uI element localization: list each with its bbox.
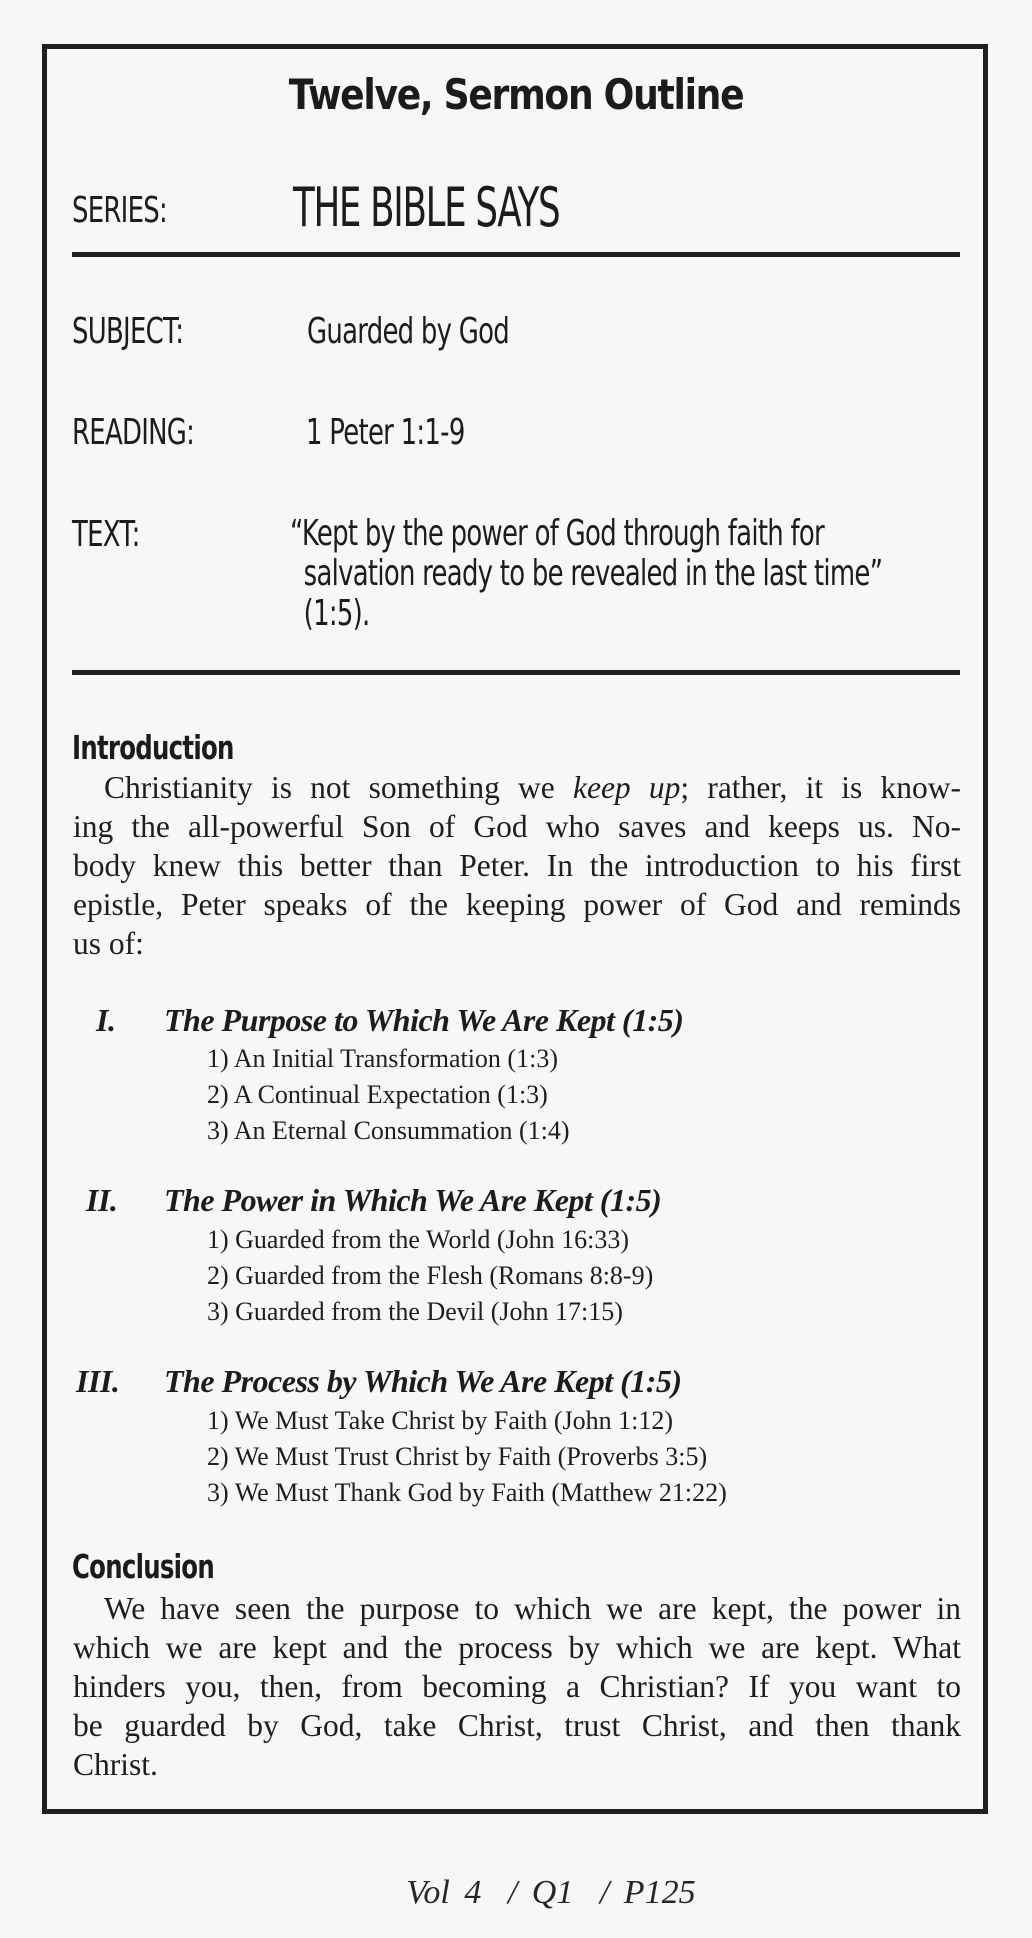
page-title: Twelve, Sermon Outline xyxy=(288,70,744,119)
paragraph-line: which we are kept and the process by which we are kept. What xyxy=(73,1630,961,1665)
point-numeral: II. xyxy=(86,1182,118,1218)
reading-value: 1 Peter 1:1-9 xyxy=(306,412,465,453)
point-title: The Purpose to Which We Are Kept (1:5) xyxy=(164,1002,684,1038)
sub-point: 2) Guarded from the Flesh (Romans 8:8-9) xyxy=(207,1261,654,1290)
scripture-line: salvation ready to be revealed in the last time” xyxy=(303,553,883,594)
footer-page: / P125 xyxy=(599,1874,696,1911)
scripture-line: “Kept by the power of God through faith for xyxy=(290,513,824,554)
sub-point: 1) We Must Take Christ by Faith (John 1:12) xyxy=(207,1406,673,1435)
point-title: The Power in Which We Are Kept (1:5) xyxy=(164,1182,662,1218)
paragraph-line: ing the all-powerful Son of God who saves and keeps us. No- xyxy=(73,809,961,844)
sub-point: 2) We Must Trust Christ by Faith (Proverbs 3:5) xyxy=(207,1442,708,1471)
divider-top xyxy=(72,252,960,257)
point-numeral: III. xyxy=(76,1363,120,1399)
paragraph-line: Christianity is not something we keep up; rather, it is know- xyxy=(104,770,961,805)
series-value: THE BIBLE SAYS xyxy=(293,176,560,239)
conclusion-paragraph xyxy=(73,1589,961,1784)
paragraph-line: be guarded by God, take Christ, trust Christ, and then thank xyxy=(73,1708,961,1743)
conclusion-heading: Conclusion xyxy=(72,1547,214,1586)
scripture-text xyxy=(290,514,924,634)
paragraph-line: epistle, Peter speaks of the keeping power of God and reminds xyxy=(73,887,961,922)
sub-point: 3) Guarded from the Devil (John 17:15) xyxy=(207,1297,623,1326)
page-footer xyxy=(0,1874,1032,1912)
sub-point: 1) An Initial Transformation (1:3) xyxy=(207,1044,558,1073)
divider-bottom xyxy=(72,670,960,675)
introduction-paragraph xyxy=(73,768,961,963)
paragraph-line: body knew this better than Peter. In the introduction to his first xyxy=(73,848,961,883)
sub-point: 2) A Continual Expectation (1:3) xyxy=(207,1080,548,1109)
scripture-line: (1:5). xyxy=(303,593,370,634)
point-numeral: I. xyxy=(96,1002,116,1038)
paragraph-line: hinders you, then, from becoming a Christian? If you want to xyxy=(73,1669,961,1704)
sub-point: 1) Guarded from the World (John 16:33) xyxy=(207,1225,630,1254)
subject-label: SUBJECT: xyxy=(72,311,184,352)
footer-quarter: / Q1 xyxy=(507,1874,574,1911)
footer-volume: Vol 4 xyxy=(406,1874,482,1911)
series-label: SERIES: xyxy=(72,190,168,231)
sub-point: 3) An Eternal Consummation (1:4) xyxy=(207,1116,570,1145)
paragraph-line: We have seen the purpose to which we are kept, the power in xyxy=(104,1591,961,1626)
point-title: The Process by Which We Are Kept (1:5) xyxy=(164,1363,682,1399)
sub-point: 3) We Must Thank God by Faith (Matthew 21:22) xyxy=(207,1478,727,1507)
text-label: TEXT: xyxy=(72,514,140,555)
introduction-heading: Introduction xyxy=(72,728,234,767)
paragraph-line: Christ. xyxy=(73,1747,158,1782)
subject-value: Guarded by God xyxy=(307,311,510,352)
reading-label: READING: xyxy=(72,412,195,453)
paragraph-line: us of: xyxy=(73,926,144,961)
